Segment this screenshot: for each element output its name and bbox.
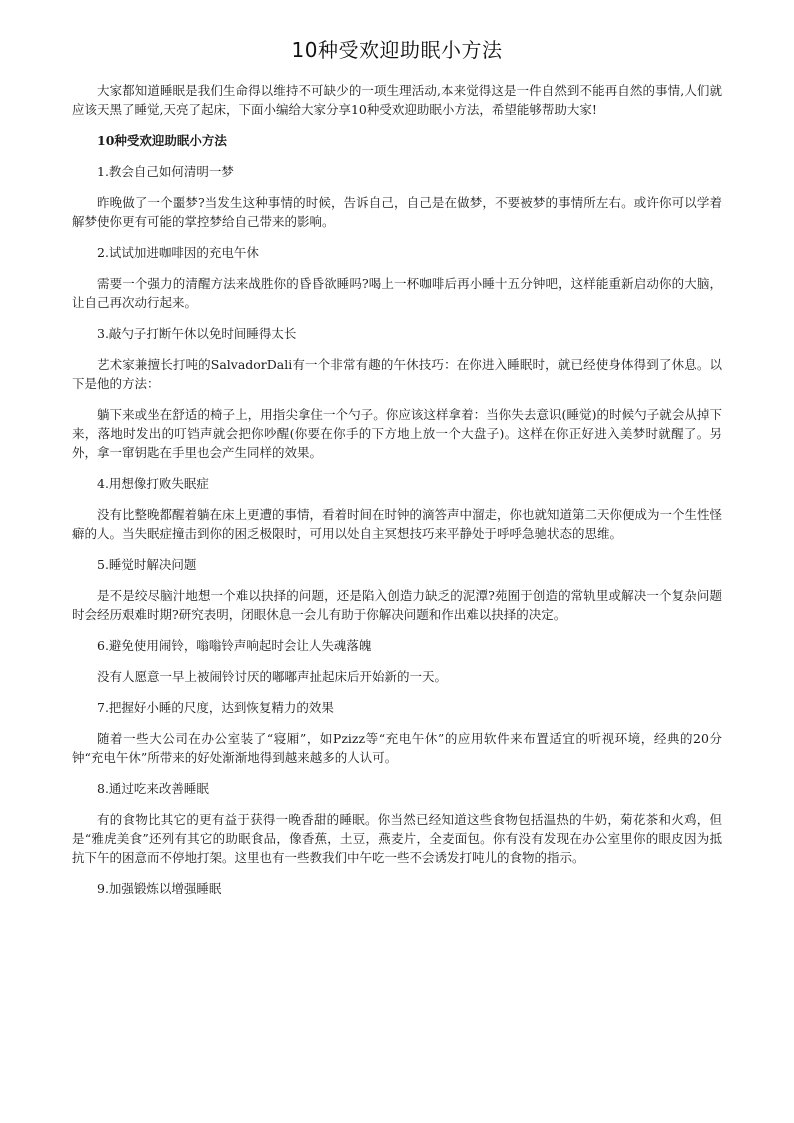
- item-paragraph: 昨晚做了一个噩梦?当发生这种事情的时候，告诉自己，自己是在做梦，不要被梦的事情所左右。或许你可以学着解梦使你更有可能的掌控梦给自己带来的影响。: [72, 195, 722, 229]
- item-heading: 2.试试加进咖啡因的充电午休: [97, 245, 259, 260]
- item-heading: 5.睡觉时解决问题: [97, 557, 197, 572]
- item-heading: 6.避免使用闹铃，嗡嗡铃声响起时会让人失魂落魄: [97, 638, 372, 653]
- intro-paragraph: 大家都知道睡眠是我们生命得以维持不可缺少的一项生理活动,本来觉得这是一件自然到不能再自然的事情,人们就应该天黑了睡觉,天亮了起床，下面小编给大家分享10种受欢迎助眠小方法，希望能够帮助大家!: [72, 83, 722, 117]
- document-title: 10种受欢迎助眠小方法: [291, 38, 503, 62]
- item-paragraph: 没有比整晚都醒着躺在床上更遭的事情，看着时间在时钟的滴答声中溜走，你也就知道第二天你便成为一个生性怪癖的人。当失眠症撞击到你的困乏极限时，可用以处自主冥想技巧来平静处于呼呼急驰状态的思维。: [72, 507, 723, 541]
- item-paragraph: 躺下来或坐在舒适的椅子上，用指尖拿住一个勺子。你应该这样拿着：当你失去意识(睡觉)的时候勺子就会从掉下来，落地时发出的叮铛声就会把你吵醒(你要在你手的下方地上放一个大盘子)。这样在你正好进入美梦时就醒了。另外，拿一窜钥匙在手里也会产生同样的效果。: [72, 407, 722, 460]
- item-heading: 3.敲勺子打断午休以免时间睡得太长: [97, 326, 297, 341]
- item-paragraph: 没有人愿意一早上被闹铃讨厌的嘟嘟声扯起床后开始新的一天。: [97, 669, 448, 684]
- item-paragraph: 随着一些大公司在办公室装了“寝厢”，如Pzizz等“充电午休”的应用软件来布置适宜的听视环境，经典的20分钟“充电午休”所带来的好处渐渐地得到越来越多的人认可。: [72, 731, 722, 765]
- item-heading: 9.加强锻炼以增强睡眠: [97, 881, 222, 896]
- item-heading: 7.把握好小睡的尺度，达到恢复精力的效果: [97, 700, 334, 715]
- item-paragraph: 需要一个强力的清醒方法来战胜你的昏昏欲睡吗?喝上一杯咖啡后再小睡十五分钟吧，这样能重新启动你的大脑，让自己再次动行起来。: [72, 276, 722, 310]
- item-heading: 4.用想像打败失眠症: [97, 476, 209, 491]
- item-paragraph: 艺术家兼擅长打吨的SalvadorDali有一个非常有趣的午休技巧：在你进入睡眠时，就已经使身体得到了休息。以下是他的方法：: [72, 357, 722, 391]
- item-heading: 1.教会自己如何清明一梦: [97, 164, 234, 179]
- item-heading: 8.通过吃来改善睡眠: [97, 781, 209, 796]
- section-title: 10种受欢迎助眠小方法: [97, 133, 227, 148]
- item-paragraph: 是不是绞尽脑汁地想一个难以抉择的问题，还是陷入创造力缺乏的泥潭?苑囿于创造的常轨里或解决一个复杂问题时会经历艰难时期?研究表明，闭眼休息一会儿有助于你解决问题和作出难以抉择的决定。: [72, 588, 722, 622]
- item-paragraph: 有的食物比其它的更有益于获得一晚香甜的睡眠。你当然已经知道这些食物包括温热的牛奶，菊花茶和火鸡，但是“雅虎美食”还列有其它的助眠食品，像香蕉，土豆，燕麦片，全麦面包。你有没有发现在办公室里你的眼皮因为抵抗下午的困意而不停地打架。这里也有一些教我们中午吃一些不会诱发打吨儿的食物的指示。: [72, 812, 722, 865]
